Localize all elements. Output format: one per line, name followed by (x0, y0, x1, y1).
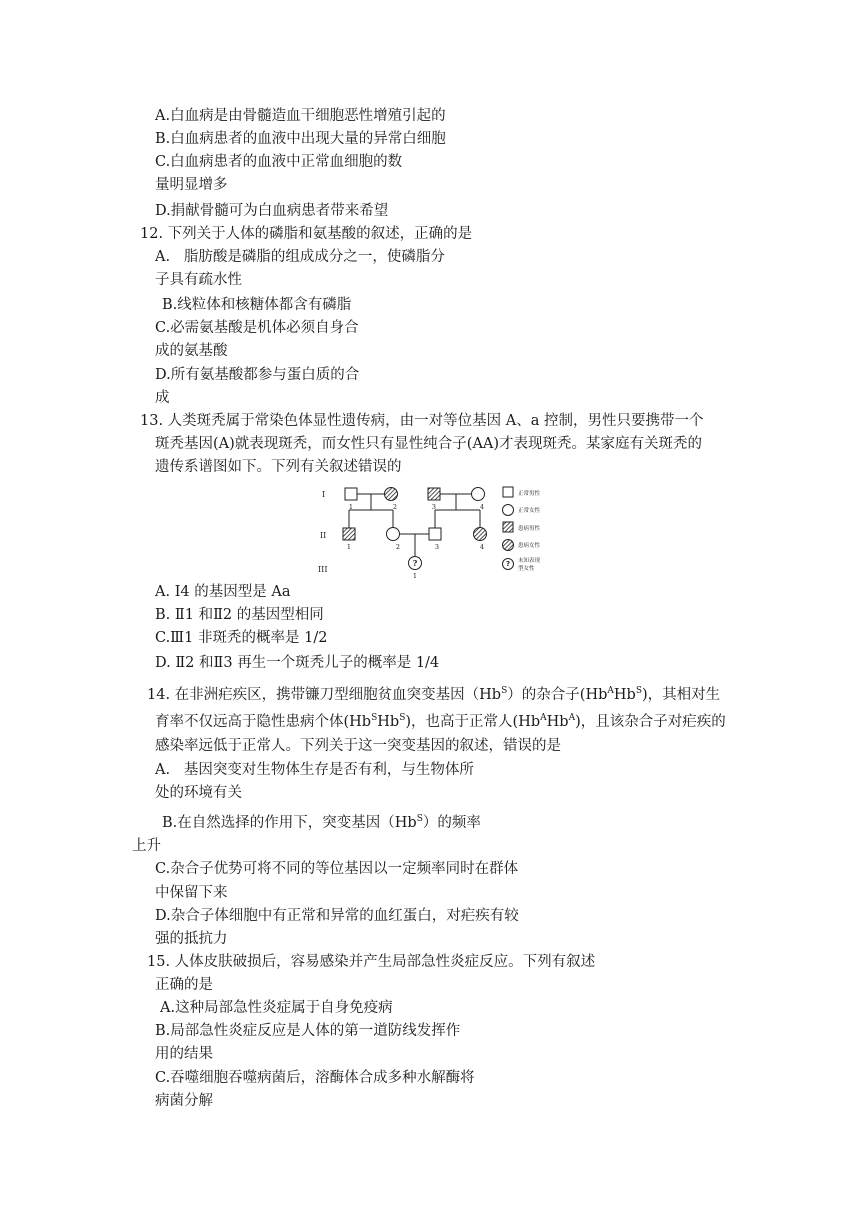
ii4-affected-female (474, 528, 487, 541)
q13-stem-line2: 斑秃基因(A)就表现斑秃，而女性只有显性纯合子(AA)才表现斑秃。某家庭有关斑秃的 (155, 436, 703, 452)
q14-option-a-line1: A. 基因突变对生物体生存是否有利，与生物体所 (155, 762, 474, 778)
q12-option-d-line1: D.所有氨基酸都参与蛋白质的合 (155, 367, 360, 383)
ii2-normal-female (387, 528, 400, 541)
q13-option-a: A. Ⅰ4 的基因型是 Aa (155, 584, 291, 600)
legend-affected-female-symbol (503, 540, 514, 551)
ii1-affected-male (343, 528, 355, 540)
ii3-normal-male (429, 528, 441, 540)
legend-affected-male-symbol (503, 522, 513, 532)
q14-stem-line2: 育率不仅远高于隐性患病个体$(Hb^SHb^S)$，也高于正常人$(Hb^AHb^A)$，且该杂合子对疟疾的 (155, 713, 726, 730)
i4-normal-female (472, 488, 485, 501)
q11-option-b: B.白血病患者的血液中出现大量的异常白细胞 (155, 131, 446, 147)
ii3-number: 3 (434, 543, 440, 551)
i2-affected-female (385, 488, 398, 501)
generation-label-ii: II (320, 531, 327, 540)
q15-stem-line2: 正确的是 (155, 977, 213, 993)
q12-option-a-line2: 子具有疏水性 (155, 272, 242, 288)
pedigree-chart (310, 480, 560, 580)
iii1-number: 1 (412, 572, 418, 580)
q13-option-c: C.Ⅲ1 非斑秃的概率是 1/2 (155, 630, 328, 646)
q11-option-c-line2: 量明显增多 (155, 177, 228, 193)
legend-unknown-female-label-1: 未知表现 (518, 558, 541, 564)
q14-option-d-line2: 强的抵抗力 (155, 931, 228, 947)
i4-number: 4 (479, 503, 485, 511)
q15-option-c-line1: C.吞噬细胞吞噬病菌后，溶酶体合成多种水解酶将 (155, 1070, 475, 1086)
q12-option-b: B.线粒体和核糖体都含有磷脂 (162, 297, 352, 313)
q13-option-b: B. Ⅱ1 和Ⅱ2 的基因型相同 (155, 607, 324, 623)
q14-option-d-line1: D.杂合子体细胞中有正常和异常的血红蛋白，对疟疾有较 (155, 908, 519, 924)
q14-stem-line1: 14. 在非洲疟疾区，携带镰刀型细胞贫血突变基因$(Hb^S)$的杂合子$(Hb^AHb^S)$，其相对生 (147, 686, 721, 703)
q12-option-c-line2: 成的氨基酸 (155, 343, 228, 359)
q14-option-c-line2: 中保留下来 (155, 885, 228, 901)
q13-stem-line1: 13. 人类斑秃属于常染色体显性遗传病，由一对等位基因 A、a 控制，男性只要携带一个 (140, 413, 704, 429)
i1-number: 1 (348, 503, 354, 511)
q12-stem: 12. 下列关于人体的磷脂和氨基酸的叙述，正确的是 (140, 226, 473, 242)
q14-option-b-line2: 上升 (132, 838, 161, 854)
generation-label-iii: III (318, 565, 328, 574)
q14-stem-line3: 感染率远低于正常人。下列关于这一突变基因的叙述，错误的是 (155, 738, 561, 754)
q15-option-a: A.这种局部急性炎症属于自身免疫病 (160, 1000, 393, 1016)
ii2-number: 2 (395, 543, 401, 551)
q15-stem-line1: 15. 人体皮肤破损后，容易感染并产生局部急性炎症反应。下列有叙述 (147, 954, 596, 970)
iii1-question-mark: ? (412, 558, 418, 568)
i3-affected-male (428, 488, 440, 500)
q13-stem-line3: 遗传系谱图如下。下列有关叙述错误的 (155, 459, 402, 475)
i1-normal-male (345, 488, 357, 500)
legend-unknown-female-label-2: 型女性 (518, 566, 535, 572)
legend-question-mark: ? (505, 560, 511, 568)
q12-option-d-line2: 成 (155, 390, 170, 406)
legend-normal-female-symbol (503, 505, 514, 516)
q15-option-b-line2: 用的结果 (155, 1046, 213, 1062)
legend-normal-male-label: 正常男性 (518, 491, 541, 497)
q13-option-d: D. Ⅱ2 和Ⅱ3 再生一个斑秃儿子的概率是 1/4 (155, 655, 440, 671)
ii4-number: 4 (479, 543, 485, 551)
q15-option-b-line1: B.局部急性炎症反应是人体的第一道防线发挥作 (155, 1023, 461, 1039)
q14-option-c-line1: C.杂合子优势可将不同的等位基因以一定频率同时在群体 (155, 861, 519, 877)
i2-number: 2 (392, 503, 398, 511)
q11-option-a: A.白血病是由骨髓造血干细胞恶性增殖引起的 (155, 108, 446, 124)
q11-option-d: D.捐献骨髓可为白血病患者带来希望 (155, 203, 389, 219)
q11-option-c-line1: C.白血病患者的血液中正常血细胞的数 (155, 154, 403, 170)
i3-number: 3 (431, 503, 437, 511)
legend-affected-female-label: 患病女性 (518, 543, 541, 549)
legend-affected-male-label: 患病男性 (518, 526, 541, 532)
q12-option-a-line1: A. 脂肪酸是磷脂的组成成分之一，使磷脂分 (155, 249, 445, 265)
generation-label-i: I (322, 490, 326, 499)
legend-normal-female-label: 正常女性 (518, 508, 541, 514)
legend-normal-male-symbol (503, 487, 513, 497)
q14-option-b-line1: B.在自然选择的作用下，突变基因$(Hb^S)$的频率 (162, 814, 481, 831)
q12-option-c-line1: C.必需氨基酸是机体必须自身合 (155, 320, 359, 336)
q15-option-c-line2: 病菌分解 (155, 1093, 213, 1109)
ii1-number: 1 (346, 543, 352, 551)
q14-option-a-line2: 处的环境有关 (155, 785, 242, 801)
